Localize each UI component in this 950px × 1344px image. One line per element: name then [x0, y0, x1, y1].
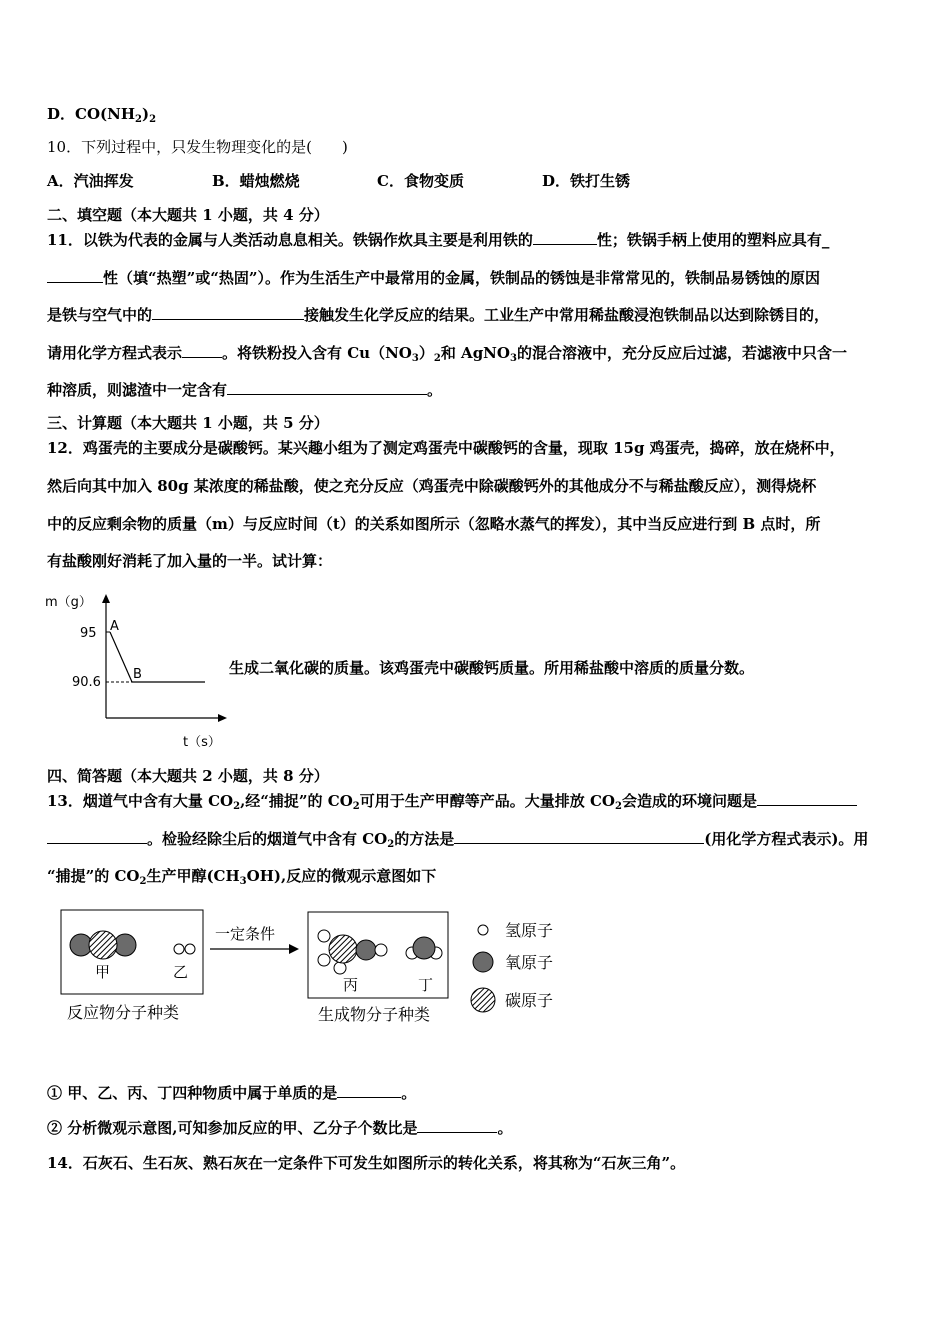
q10-option-a: A．汽油挥发: [47, 172, 134, 190]
q11-line-1: 11．以铁为代表的金属与人类活动息息相关。铁锅作炊具主要是利用铁的 性；铁锅手柄上使用的塑料应具有_: [47, 231, 830, 249]
x-axis-label: t（s）: [183, 735, 221, 750]
q13-line-3: “捕提”的 $CO_2$生产甲醇$(CH_3OH)$,反应的微观示意图如下: [47, 867, 437, 887]
point-b-label: B: [133, 667, 142, 682]
q13-subq-1: ① 甲、乙、丙、丁四种物质中属于单质的是 。: [47, 1084, 417, 1102]
y-tick-95: 95: [80, 626, 97, 641]
answer-blank[interactable]: [337, 1083, 401, 1098]
answer-blank[interactable]: [757, 791, 857, 806]
q12-line-2: 然后向其中加入 80g 某浓度的稀盐酸，使之充分反应（鸡蛋壳中除碳酸钙外的其他成分不与稀盐酸反应），测得烧杯: [47, 477, 817, 495]
q10-option-d: D．铁打生锈: [542, 172, 631, 190]
legend-hydrogen-label: 氢原子: [505, 921, 554, 940]
arrow-label: 一定条件: [215, 925, 276, 943]
q10-options: [47, 171, 630, 191]
legend-carbon-icon: [471, 988, 495, 1012]
section-3-heading: 三、计算题（本大题共 1 小题，共 5 分）: [47, 414, 329, 432]
q12-line-1: 12．鸡蛋壳的主要成分是碳酸钙。某兴趣小组为了测定鸡蛋壳中碳酸钙的含量，现取 15g 鸡蛋壳，捣碎，放在烧杯中，: [47, 439, 845, 457]
answer-blank[interactable]: [533, 230, 597, 245]
answer-blank[interactable]: [454, 829, 704, 844]
section-2-heading: 二、填空题（本大题共 1 小题，共 4 分）: [47, 206, 329, 224]
reactant-caption: 反应物分子种类: [67, 1003, 180, 1022]
oxygen-atom: [356, 940, 376, 960]
point-a-label: A: [110, 619, 119, 634]
hydrogen-atom: [318, 930, 330, 942]
q13-line-1: 13．烟道气中含有大量 $CO_2$,经“捕捉”的 $CO_2$可用于生产甲醇等产品。大量排放 $CO_2$会造成的环境问题是: [47, 791, 857, 817]
q12-line-3: 中的反应剩余物的质量（m）与反应时间（t）的关系如图所示（忽略水蒸气的挥发），其中当反应进行到 B 点时，所: [47, 515, 821, 533]
y-axis-arrow: [102, 594, 110, 603]
mass-time-graph: [40, 588, 240, 753]
answer-blank[interactable]: [47, 829, 147, 844]
q9-option-d: D．$CO(NH_2)_2$: [47, 105, 157, 125]
q10-option-b: B．蜡烛燃烧: [212, 172, 300, 190]
q12-line-4: 有盐酸刚好消耗了加入量的一半。试计算：: [47, 552, 333, 570]
hydrogen-atom: [318, 954, 330, 966]
q11-line-2: 性（填“热塑”或“热固”）。作为生活生产中最常用的金属，铁制品的锈蚀是非常常见的，铁制品易锈蚀的原因: [47, 268, 820, 288]
answer-blank[interactable]: [152, 305, 304, 320]
y-axis-label: m（g）: [45, 595, 92, 610]
curve-a-to-b: [110, 632, 132, 682]
legend-oxygen-label: 氧原子: [505, 953, 554, 972]
q11-line-3: 是铁与空气中的 接触发生化学反应的结果。工业生产中常用稀盐酸浸泡铁制品以达到除锈目的，: [47, 306, 830, 324]
hydrogen-atom: [174, 944, 184, 954]
label-yi: 乙: [173, 963, 189, 981]
legend-hydrogen-icon: [478, 925, 488, 935]
q13-line-2: 。检验经除尘后的烟道气中含有 $CO_2$的方法是 (用化学方程式表示)。用: [47, 829, 868, 855]
answer-blank[interactable]: [182, 343, 222, 358]
hydrogen-atom: [334, 962, 346, 974]
legend-carbon-label: 碳原子: [505, 991, 554, 1010]
oxygen-atom: [413, 937, 435, 959]
q10-stem: 10．下列过程中，只发生物理变化的是( ): [47, 138, 348, 156]
q12-side-question: 生成二氧化碳的质量。该鸡蛋壳中碳酸钙质量。所用稀盐酸中溶质的质量分数。: [229, 659, 755, 677]
section-4-heading: 四、简答题（本大题共 2 小题，共 8 分）: [47, 767, 329, 785]
molecular-diagram: [55, 902, 575, 1032]
reaction-arrowhead: [289, 944, 299, 954]
x-axis-arrow: [218, 714, 227, 722]
q14-stem: 14．石灰石、生石灰、熟石灰在一定条件下可发生如图所示的转化关系，将其称为“石灰三角”。: [47, 1154, 686, 1172]
q11-line-4: 请用化学方程式表示 。将铁粉投入含有 $Cu(NO_3)_2$和 AgNO$_3$的混合溶液中，充分反应后过滤，若滤液中只含一: [47, 344, 847, 364]
answer-blank[interactable]: [227, 380, 427, 395]
hydrogen-atom: [375, 944, 387, 956]
answer-blank[interactable]: [417, 1118, 497, 1133]
y-tick-90-6: 90.6: [72, 675, 101, 690]
q10-option-c: C．食物变质: [377, 172, 464, 190]
legend-oxygen-icon: [473, 952, 493, 972]
label-ding: 丁: [418, 976, 434, 994]
q11-line-5: 种溶质，则滤渣中一定含有 。: [47, 381, 443, 399]
q13-subq-2: ② 分析微观示意图,可知参加反应的甲、乙分子个数比是 。: [47, 1119, 513, 1137]
product-caption: 生成物分子种类: [318, 1005, 431, 1024]
carbon-atom: [89, 931, 117, 959]
hydrogen-atom: [185, 944, 195, 954]
answer-blank[interactable]: [47, 268, 103, 283]
label-jia: 甲: [95, 963, 111, 981]
label-bing: 丙: [343, 976, 359, 994]
carbon-atom: [329, 935, 357, 963]
